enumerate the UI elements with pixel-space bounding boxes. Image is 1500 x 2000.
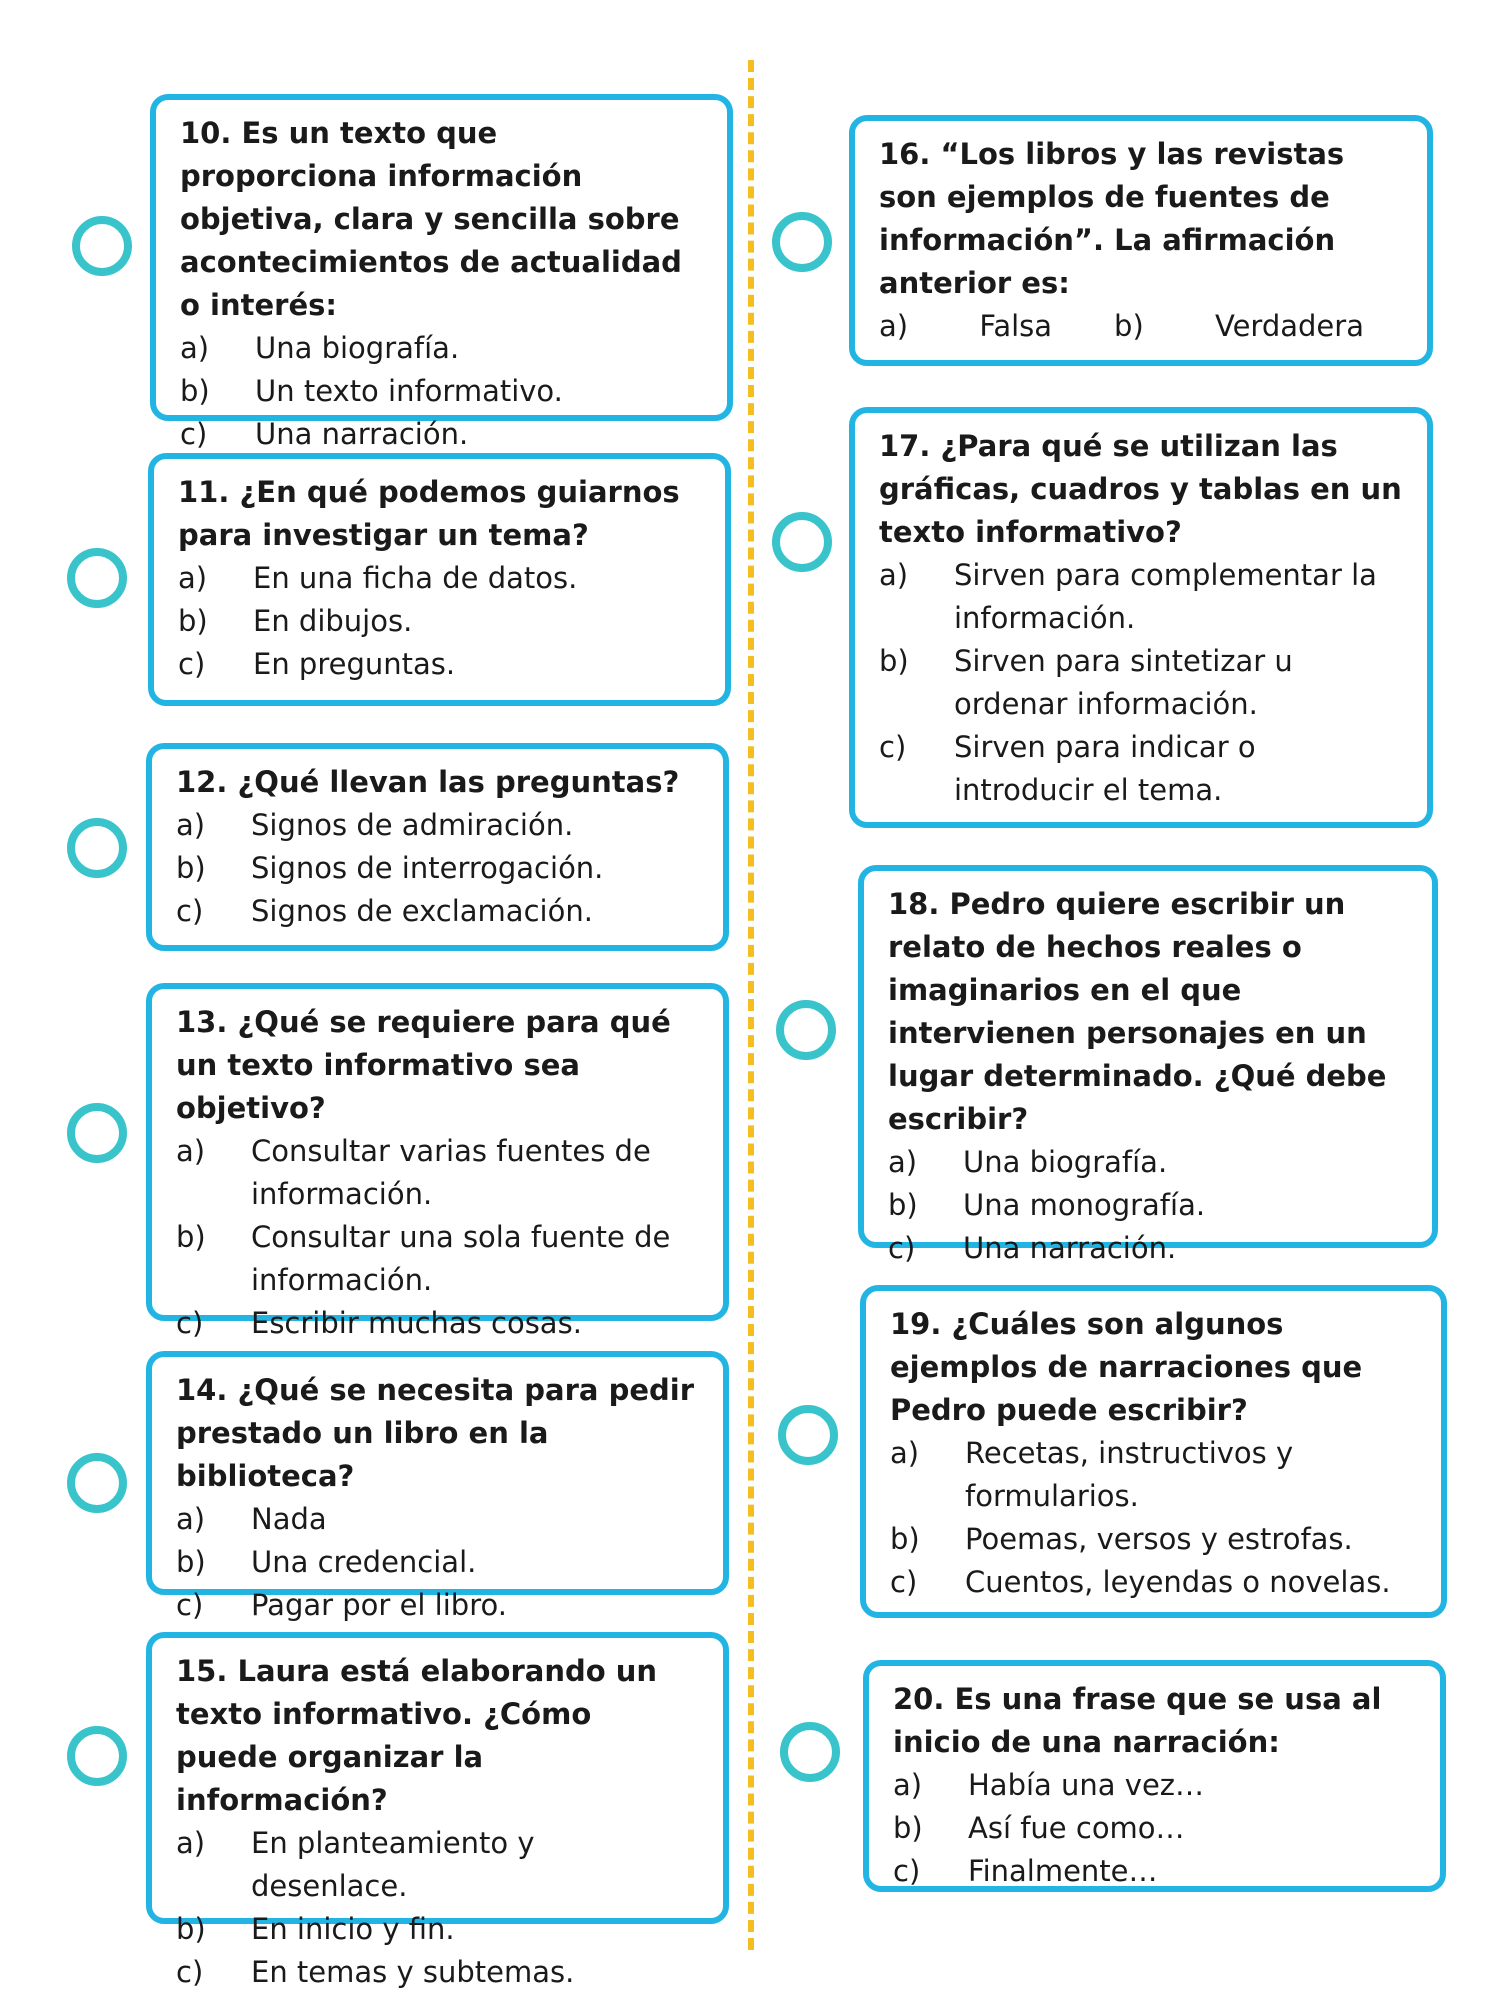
answer-circle-11[interactable] — [67, 548, 127, 608]
question-text: 17. ¿Para qué se utilizan las gráficas, cuadros y tablas en un texto informativo? — [879, 429, 1402, 549]
answer-circle-19[interactable] — [778, 1405, 838, 1465]
option-b[interactable]: b) Consultar una sola fuente de información. — [176, 1220, 671, 1297]
question-text: 18. Pedro quiere escribir un relato de hechos reales o imaginarios en el que intervienen personajes en un lugar determinado. ¿Qué debe escribir? — [888, 887, 1387, 1136]
option-c[interactable]: c) Cuentos, leyendas o novelas. — [890, 1565, 1391, 1599]
option-c[interactable]: c) Una narración. — [888, 1231, 1177, 1265]
option-c[interactable]: c) Sirven para indicar o introducir el tema. — [879, 730, 1256, 807]
option-b[interactable]: b) Verdadera — [1114, 309, 1364, 343]
option-a[interactable]: a) En una ficha de datos. — [178, 561, 578, 595]
option-b[interactable]: b) Una monografía. — [888, 1188, 1206, 1222]
option-c[interactable]: c) Escribir muchas cosas. — [176, 1306, 582, 1340]
option-a[interactable]: a) Una biografía. — [180, 331, 460, 365]
question-text: 12. ¿Qué llevan las preguntas? — [176, 765, 680, 799]
question-card-18 — [858, 865, 1438, 1265]
option-b[interactable]: b) Así fue como… — [893, 1811, 1185, 1845]
question-text: 16. “Los libros y las revistas son ejemplos de fuentes de información”. La afirmación anterior es: — [879, 137, 1345, 300]
question-text: 20. Es una frase que se usa al inicio de una narración: — [893, 1682, 1382, 1759]
option-b[interactable]: b) En dibujos. — [178, 604, 413, 638]
option-a[interactable]: a) Consultar varias fuentes de información. — [176, 1134, 651, 1211]
option-a[interactable]: a) Recetas, instructivos y formularios. — [890, 1436, 1294, 1513]
question-card-20 — [863, 1660, 1446, 1892]
question-text: 14. ¿Qué se necesita para pedir prestado un libro en la biblioteca? — [176, 1373, 695, 1493]
option-a[interactable]: a) Falsa — [879, 309, 1053, 343]
question-card-19 — [860, 1285, 1447, 1618]
question-text: 10. Es un texto que proporciona información objetiva, clara y sencilla sobre acontecimientos de actualidad o interés: — [180, 116, 682, 322]
option-b[interactable]: b) Sirven para sintetizar u ordenar información. — [879, 644, 1293, 721]
option-c[interactable]: c) En preguntas. — [178, 647, 456, 681]
question-card-17 — [849, 407, 1433, 828]
question-text: 19. ¿Cuáles son algunos ejemplos de narraciones que Pedro puede escribir? — [890, 1307, 1363, 1427]
option-row — [879, 305, 1403, 348]
option-c[interactable]: c) Pagar por el libro. — [176, 1588, 507, 1622]
option-c[interactable]: c) Signos de exclamación. — [176, 894, 593, 928]
question-card-11 — [148, 453, 731, 706]
answer-circle-17[interactable] — [772, 512, 832, 572]
question-card-16 — [849, 115, 1433, 366]
option-a[interactable]: a) En planteamiento y desenlace. — [176, 1826, 535, 1903]
question-card-13 — [146, 983, 729, 1340]
question-card-15 — [146, 1632, 729, 1989]
option-b[interactable]: b) Un texto informativo. — [180, 374, 563, 408]
option-a[interactable]: a) Una biografía. — [888, 1145, 1168, 1179]
option-a[interactable]: a) Nada — [176, 1502, 327, 1536]
answer-circle-15[interactable] — [67, 1726, 127, 1786]
option-c[interactable]: c) Finalmente… — [893, 1854, 1158, 1888]
option-c[interactable]: c) Una narración. — [180, 417, 469, 451]
answer-circle-18[interactable] — [776, 1000, 836, 1060]
option-a[interactable]: a) Sirven para complementar la información. — [879, 558, 1377, 635]
question-card-14 — [146, 1351, 729, 1622]
question-text: 13. ¿Qué se requiere para qué un texto informativo sea objetivo? — [176, 1005, 671, 1125]
option-a[interactable]: a) Había una vez… — [893, 1768, 1205, 1802]
option-b[interactable]: b) Signos de interrogación. — [176, 851, 604, 885]
answer-circle-12[interactable] — [67, 818, 127, 878]
answer-circle-13[interactable] — [67, 1103, 127, 1163]
option-b[interactable]: b) En inicio y fin. — [176, 1912, 455, 1946]
question-text: 11. ¿En qué podemos guiarnos para investigar un tema? — [178, 475, 680, 552]
question-card-12 — [146, 743, 729, 951]
option-b[interactable]: b) Poemas, versos y estrofas. — [890, 1522, 1353, 1556]
center-divider — [748, 60, 754, 1950]
answer-circle-10[interactable] — [72, 216, 132, 276]
option-b[interactable]: b) Una credencial. — [176, 1545, 477, 1579]
option-c[interactable]: c) En temas y subtemas. — [176, 1955, 575, 1989]
answer-circle-16[interactable] — [772, 212, 832, 272]
answer-circle-20[interactable] — [780, 1722, 840, 1782]
option-a[interactable]: a) Signos de admiración. — [176, 808, 574, 842]
answer-circle-14[interactable] — [67, 1453, 127, 1513]
question-card-10 — [150, 94, 733, 451]
question-text: 15. Laura está elaborando un texto informativo. ¿Cómo puede organizar la información? — [176, 1654, 658, 1817]
